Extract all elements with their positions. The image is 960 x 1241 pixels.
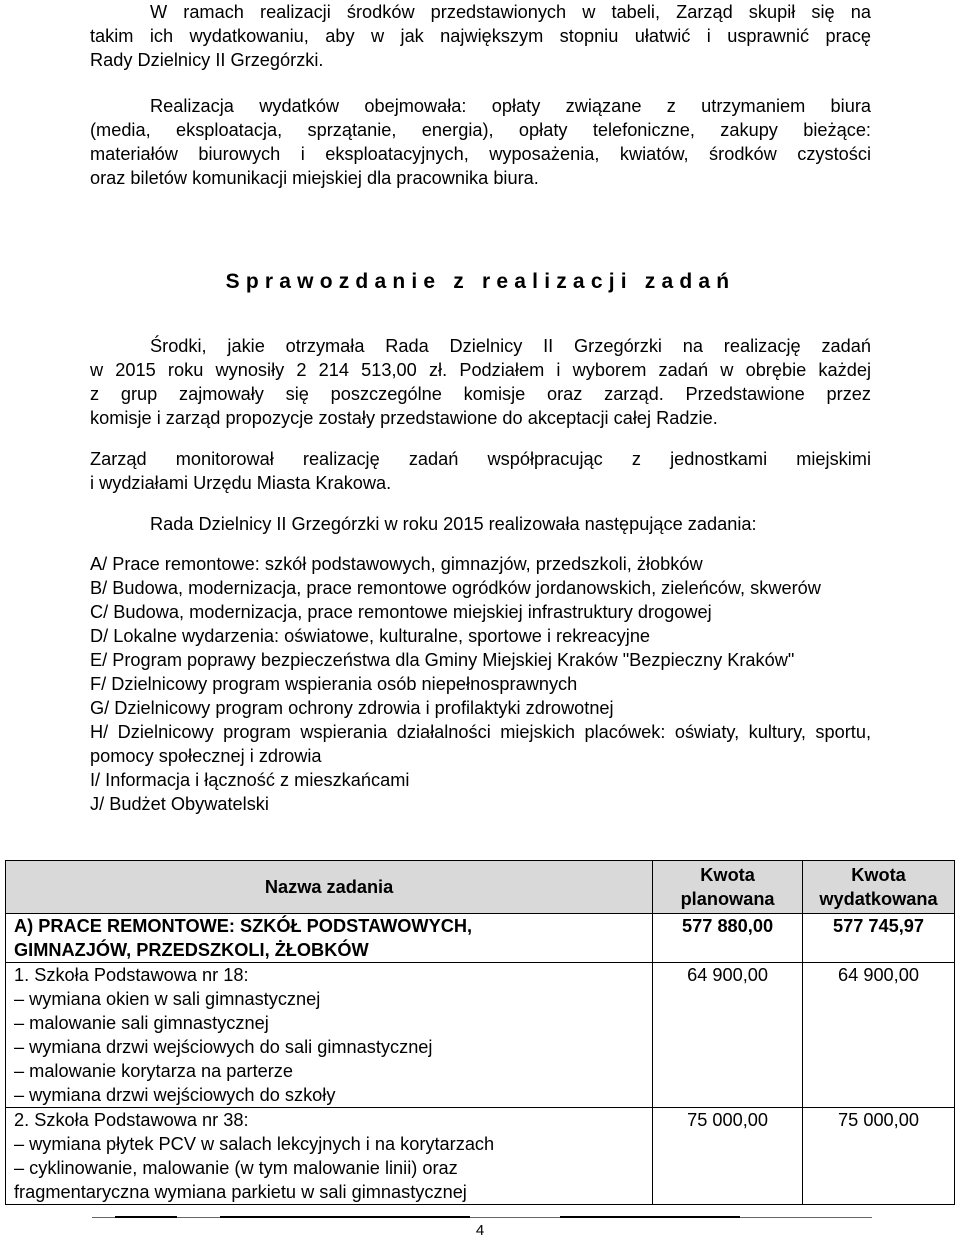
task-group-item: B/ Budowa, modernizacja, prace remontowe ogródków jordanowskich, zieleńców, skwerów xyxy=(90,578,821,598)
planned-amount-cell: 64 900,00 xyxy=(653,963,803,1108)
task-name-cell xyxy=(6,914,653,963)
task-name-line: – wymiana drzwi wejściowych do szkoły xyxy=(14,1085,336,1105)
footer-divider-segment xyxy=(115,1216,177,1218)
task-group-item: D/ Lokalne wydarzenia: oświatowe, kulturalne, sportowe i rekreacyjne xyxy=(90,626,651,646)
task-name-line: – wymiana okien w sali gimnastycznej xyxy=(14,989,321,1009)
task-name-line: 1. Szkoła Podstawowa nr 18: xyxy=(14,965,249,985)
page-number: 4 xyxy=(475,1222,485,1239)
footer-divider-segment xyxy=(220,1216,470,1218)
planned-amount-cell: 75 000,00 xyxy=(653,1108,803,1205)
spent-amount-cell: 577 745,97 xyxy=(803,914,955,963)
intro-paragraph-2 xyxy=(90,94,871,190)
text-line: (media, eksploatacja, sprzątanie, energia), opłaty telefoniczne, zakupy bieżące: xyxy=(90,120,871,140)
task-name-line: – wymiana drzwi wejściowych do sali gimnastycznej xyxy=(14,1037,433,1057)
text-line: W ramach realizacji środków przedstawionych w tabeli, Zarząd skupił się na xyxy=(150,2,871,22)
task-name-line: fragmentaryczna wymiana parkietu w sali gimnastycznej xyxy=(14,1182,467,1202)
text-line: materiałów biurowych i eksploatacyjnych, wyposażenia, kwiatów, środków czystości xyxy=(90,144,871,164)
text-line: Środki, jakie otrzymała Rada Dzielnicy II Grzegórzki na realizację zadań xyxy=(150,336,871,356)
table-row xyxy=(6,963,955,1108)
text-line: Realizacja wydatków obejmowała: opłaty związane z utrzymaniem biura xyxy=(150,96,871,116)
header-planned-amount: Kwota planowana xyxy=(653,861,803,914)
intro-paragraph-1 xyxy=(90,0,871,72)
text-line: komisje i zarząd propozycje zostały przedstawione do akceptacji całej Radzie. xyxy=(90,408,718,428)
task-name-line: 2. Szkoła Podstawowa nr 38: xyxy=(14,1110,249,1130)
table-header-row xyxy=(6,861,955,914)
text-line: i wydziałami Urzędu Miasta Krakowa. xyxy=(90,473,392,493)
task-group-item: H/ Dzielnicowy program wspierania działalności miejskich placówek: oświaty, kultury, sportu, pomocy społecznej i zdrowia xyxy=(90,722,871,766)
text-line: oraz biletów komunikacji miejskiej dla pracownika biura. xyxy=(90,168,539,188)
spent-amount-cell: 64 900,00 xyxy=(803,963,955,1108)
footer-divider-segment xyxy=(560,1216,740,1218)
task-group-item: I/ Informacja i łączność z mieszkańcami xyxy=(90,770,410,790)
report-paragraph-1 xyxy=(90,334,871,430)
task-group-item: F/ Dzielnicowy program wspierania osób niepełnosprawnych xyxy=(90,674,578,694)
report-paragraph-2 xyxy=(90,447,871,495)
report-paragraph-3 xyxy=(90,512,871,536)
text-line: takim ich wydatkowaniu, aby w jak największym stopniu ułatwić i usprawnić pracę xyxy=(90,26,871,46)
planned-amount-cell: 577 880,00 xyxy=(653,914,803,963)
task-group-item: J/ Budżet Obywatelski xyxy=(90,794,269,814)
header-spent-amount: Kwota wydatkowana xyxy=(803,861,955,914)
task-group-item: E/ Program poprawy bezpieczeństwa dla Gminy Miejskiej Kraków "Bezpieczny Kraków" xyxy=(90,650,795,670)
tasks-table xyxy=(5,860,955,1205)
table-row xyxy=(6,1108,955,1205)
header-task-name: Nazwa zadania xyxy=(6,861,653,914)
table-row xyxy=(6,914,955,963)
task-name-line: – malowanie sali gimnastycznej xyxy=(14,1013,269,1033)
task-group-item: A/ Prace remontowe: szkół podstawowych, gimnazjów, przedszkoli, żłobków xyxy=(90,554,703,574)
section-title: Sprawozdanie z realizacji zadań xyxy=(225,270,736,293)
task-name-line: A) PRACE REMONTOWE: SZKÓŁ PODSTAWOWYCH, xyxy=(14,916,473,936)
text-line: z grup zajmowały się poszczególne komisje oraz zarząd. Przedstawione przez xyxy=(90,384,871,404)
task-name-cell xyxy=(6,1108,653,1205)
text-line: Rada Dzielnicy II Grzegórzki w roku 2015 realizowała następujące zadania: xyxy=(150,514,757,534)
task-group-item: G/ Dzielnicowy program ochrony zdrowia i profilaktyki zdrowotnej xyxy=(90,698,614,718)
task-name-line: – cyklinowanie, malowanie (w tym malowanie linii) oraz xyxy=(14,1158,458,1178)
task-group-item: C/ Budowa, modernizacja, prace remontowe miejskiej infrastruktury drogowej xyxy=(90,602,712,622)
text-line: Zarząd monitorował realizację zadań współpracując z jednostkami miejskimi xyxy=(90,449,871,469)
text-line: Rady Dzielnicy II Grzegórzki. xyxy=(90,50,324,70)
text-line: w 2015 roku wynosiły 2 214 513,00 zł. Podziałem i wyborem zadań w obrębie każdej xyxy=(90,360,871,380)
task-name-line: – malowanie korytarza na parterze xyxy=(14,1061,294,1081)
spent-amount-cell: 75 000,00 xyxy=(803,1108,955,1205)
task-group-list xyxy=(90,552,871,816)
footer-divider xyxy=(92,1217,872,1218)
task-name-line: GIMNAZJÓW, PRZEDSZKOLI, ŻŁOBKÓW xyxy=(14,940,369,960)
task-name-line: – wymiana płytek PCV w salach lekcyjnych i na korytarzach xyxy=(14,1134,495,1154)
task-name-cell xyxy=(6,963,653,1108)
